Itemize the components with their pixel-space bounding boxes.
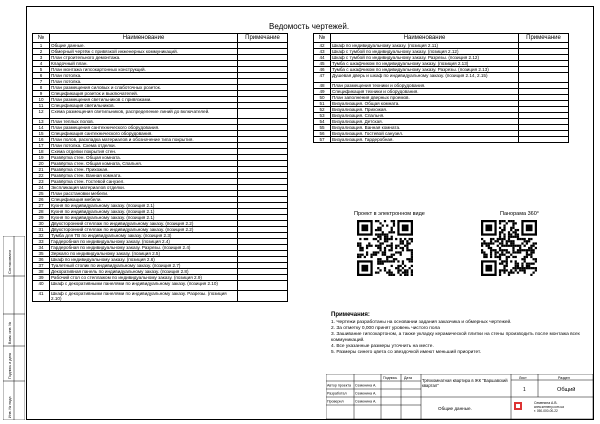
- stamp-sheet-header: Лист: [519, 375, 527, 380]
- row-name: Визуализация. Гостевой санузел.: [331, 131, 519, 137]
- stamp-name-1: Семенина А.: [355, 383, 377, 388]
- row-name: Зеркало по индивидуальному заказу. (позиция 2.5): [50, 251, 238, 257]
- row-number: 28: [33, 209, 50, 215]
- row-name: План строительного демонтажа.: [50, 55, 238, 61]
- row-number: 43: [314, 49, 331, 55]
- col-number: №: [314, 34, 331, 43]
- row-name: Визуализация. Общая комната.: [331, 101, 519, 107]
- row-name: План теплых полов.: [50, 119, 238, 125]
- stamp-role-3: Проверил: [327, 399, 344, 404]
- row-number: 13: [33, 119, 50, 125]
- row-name: Обмерный чертёж с привязкой инженерных коммуникаций.: [50, 49, 238, 55]
- row-number: 47: [314, 73, 331, 83]
- row-number: 52: [314, 107, 331, 113]
- stamp-company: Семенина А.В.: [534, 401, 558, 405]
- col-number: №: [33, 34, 50, 43]
- row-number: 7: [33, 79, 50, 85]
- sheet-title: Ведомость чертежей.: [269, 22, 350, 31]
- strip-inv-replace: Взам. инв. №: [8, 321, 12, 344]
- stamp-sign-header: Подпись: [383, 376, 398, 380]
- row-name: Спецификация розеток и выключателей.: [50, 91, 238, 97]
- row-number: 30: [33, 221, 50, 227]
- note-1: 1. Чертежи разработаны на основании задания заказчика и обмерных чертежей.: [331, 320, 512, 325]
- row-name: Декоративная панель по индивидуальному заказу. (позиция 2.8): [50, 269, 238, 275]
- row-name: Кухня по индивидуальному заказу. (позиция 2.1): [50, 209, 238, 215]
- stamp-section-value: Общий: [557, 387, 576, 393]
- row-number: 55: [314, 125, 331, 131]
- row-number: 46: [314, 67, 331, 73]
- row-name: Шкаф с декоративными панелями по индивидуальному заказу. Разрезы. (позиция 2.10): [50, 291, 238, 302]
- row-name: Общие данные.: [50, 43, 238, 49]
- row-name: План потолка.: [50, 73, 238, 79]
- row-name: Кухня по индивидуальному заказу. (позиция 2.1): [50, 203, 238, 209]
- row-number: 37: [33, 263, 50, 269]
- stamp-section-header: Раздел: [558, 375, 570, 380]
- row-name: План расстановки мебели.: [50, 191, 238, 197]
- qr-code-project[interactable]: [357, 220, 413, 276]
- row-name: Визуализация. Прихожая.: [331, 107, 519, 113]
- row-number: 22: [33, 173, 50, 179]
- row-name: Кладочный план.: [50, 61, 238, 67]
- qr-code-panorama[interactable]: [481, 220, 537, 276]
- stamp-phone: т. 050-000-00-22: [534, 409, 558, 413]
- row-note: [238, 109, 288, 119]
- row-name: Развёртка стен. Ванная комната.: [50, 173, 238, 179]
- left-approval-strip: [3, 236, 25, 420]
- col-name: Наименование: [50, 34, 238, 43]
- stamp-name-2: Семенина А.: [355, 391, 377, 396]
- qr-panorama-label: Панорама 360°: [500, 211, 539, 217]
- row-number: 8: [33, 85, 50, 91]
- row-number: 36: [33, 257, 50, 263]
- row-note: [238, 281, 288, 291]
- row-name: Шкаф по индивидуальному заказу. (позиция 2.11): [331, 43, 519, 49]
- table-row: [33, 109, 288, 119]
- row-number: 18: [33, 149, 50, 155]
- row-number: 50: [314, 95, 331, 101]
- row-number: 40: [33, 281, 50, 291]
- row-name: Визуализация. Спальня.: [331, 113, 519, 119]
- row-number: 5: [33, 67, 50, 73]
- row-number: 17: [33, 143, 50, 149]
- row-number: 24: [33, 185, 50, 191]
- note-3: 3. Зашивание гипсокартоном, а также укладку керамической плитки на стены производить после монтажа всех коммуникаций.: [331, 332, 580, 343]
- drawing-sheet: [26, 6, 594, 420]
- drawings-register-left: [32, 33, 288, 302]
- row-name: Тумба с шкафчиком по индивидуальному заказу. (позиция 2.13): [331, 61, 519, 67]
- row-number: 1: [33, 43, 50, 49]
- row-number: 44: [314, 55, 331, 61]
- row-number: 39: [33, 275, 50, 281]
- row-name: Визуализация. Детская.: [331, 119, 519, 125]
- row-number: 33: [33, 239, 50, 245]
- row-number: 2: [33, 49, 50, 55]
- row-number: 20: [33, 161, 50, 167]
- stamp-site: www.semeny.com.ua: [534, 405, 564, 409]
- row-number: 10: [33, 97, 50, 103]
- row-name: План монтажа гипсокартонных конструкций.: [50, 67, 238, 73]
- row-name: Туалетный столик по индивидуальному заказу. (позиция 2.7): [50, 263, 238, 269]
- row-name: План потолка. Схема отделки.: [50, 143, 238, 149]
- col-note: Примечание: [519, 34, 569, 43]
- col-name: Наименование: [331, 34, 519, 43]
- row-name: План потолка.: [50, 79, 238, 85]
- row-name: Визуализация. Ванная комната.: [331, 125, 519, 131]
- row-number: 27: [33, 203, 50, 209]
- notes-title: Примечания:: [331, 312, 370, 318]
- row-name: Шкаф с тумбой по индивидуальному заказу. (позиция 2.12): [331, 49, 519, 55]
- row-number: 54: [314, 119, 331, 125]
- row-name: План заполнения дверных проемов.: [331, 95, 519, 101]
- row-number: 25: [33, 191, 50, 197]
- row-name: Экспликация материалов отделки.: [50, 185, 238, 191]
- strip-sign-date: Подпись и дата: [8, 353, 12, 379]
- row-number: 48: [314, 83, 331, 89]
- row-number: 57: [314, 137, 331, 143]
- notes-block: [331, 312, 591, 356]
- note-4: 4. Все указанные размеры уточнить на месте.: [331, 344, 434, 349]
- stamp-sheet-name: Общие данные.: [438, 406, 472, 411]
- stamp-role-2: Разработал: [327, 391, 347, 396]
- row-name: Развёртка стен. Гостевой санузел.: [50, 179, 238, 185]
- row-number: 35: [33, 251, 50, 257]
- row-name: Двухсторонний стеллаж по индивидуальному заказу. (позиция 2.2): [50, 227, 238, 233]
- drawings-register-right: [313, 33, 569, 143]
- stamp-project-name: Трёхкомнатная квартира в ЖК "Варшавский квартал": [422, 378, 508, 388]
- row-number: 6: [33, 73, 50, 79]
- row-name: Спецификация сантехнического оборудования.: [50, 131, 238, 137]
- row-name: Спецификация техники и оборудования.: [331, 89, 519, 95]
- row-name: Душевая дверь и шкаф по индивидуальному заказу. (позиция 2.14, 2.15): [331, 73, 519, 83]
- row-number: 51: [314, 101, 331, 107]
- row-number: 45: [314, 61, 331, 67]
- row-name: Схема отделки покрытия стен.: [50, 149, 238, 155]
- row-name: Спецификация светильников.: [50, 103, 238, 109]
- qr-project-label: Проект в электронном виде: [354, 211, 425, 217]
- row-number: 53: [314, 113, 331, 119]
- row-number: 21: [33, 167, 50, 173]
- row-number: 41: [33, 291, 50, 302]
- row-name: Гардеробная по индивидуальному заказу. (позиция 2.4): [50, 239, 238, 245]
- row-number: 56: [314, 131, 331, 137]
- row-name: Шкаф с тумбой по индивидуальному заказу. Разрезы. (позиция 2.12): [331, 55, 519, 61]
- stamp-date-header: Дата: [404, 376, 412, 380]
- row-name: Развёртка стен. Прихожая.: [50, 167, 238, 173]
- row-note: [519, 137, 569, 143]
- row-number: 42: [314, 43, 331, 49]
- row-name: План полов, раскладка материалов и обозначение типа покрытия.: [50, 137, 238, 143]
- row-name: Гардеробная по индивидуальному заказу. Разрезы. (позиция 2.4): [50, 245, 238, 251]
- table-row: [314, 73, 569, 83]
- table-row: [33, 291, 288, 302]
- row-name: План размещения сантехнического оборудования.: [50, 125, 238, 131]
- row-number: 11: [33, 103, 50, 109]
- row-name: Тумба для ТВ по индивидуальному заказу. (позиция 2.3): [50, 233, 238, 239]
- row-name: Двухсторонний стеллаж по индивидуальному заказу. (позиция 2.2): [50, 221, 238, 227]
- row-name: Схема размещения светильников, распределение линий до включателей.: [50, 109, 238, 119]
- row-number: 38: [33, 269, 50, 275]
- row-name: Рабочий стол со стеллажом по индивидуальному заказу. (позиция 2.9): [50, 275, 238, 281]
- row-name: Визуализация. Гардеробная.: [331, 137, 519, 143]
- row-note: [238, 291, 288, 302]
- row-name: План размещения силовых и слаботочных розеток.: [50, 85, 238, 91]
- row-number: 34: [33, 245, 50, 251]
- row-number: 4: [33, 61, 50, 67]
- row-number: 9: [33, 91, 50, 97]
- row-number: 14: [33, 125, 50, 131]
- row-name: Шкаф по индивидуальному заказу. (позиция 2.6): [50, 257, 238, 263]
- title-block: [326, 374, 593, 419]
- row-note: [519, 73, 569, 83]
- col-note: Примечание: [238, 34, 288, 43]
- row-number: 12: [33, 109, 50, 119]
- row-name: План размещения техники и оборудования.: [331, 83, 519, 89]
- stamp-role-1: Автор проекта: [327, 383, 351, 388]
- strip-inv-original: Инв. № подл.: [8, 395, 12, 418]
- stamp-name-3: Семенина А.: [355, 399, 377, 404]
- row-name: Развёртка стен. Общая комната.: [50, 155, 238, 161]
- row-number: 29: [33, 215, 50, 221]
- row-name: Спецификация мебели.: [50, 197, 238, 203]
- note-5: 5. Размеры синего цвета со звездочкой имеют меньший приоритет.: [331, 350, 481, 355]
- row-name: Шкаф с декоративными панелями по индивидуальному заказу. (позиция 2.10): [50, 281, 238, 291]
- stamp-sheet-number: 1: [523, 387, 526, 393]
- row-number: 31: [33, 227, 50, 233]
- row-number: 32: [33, 233, 50, 239]
- table-row: [33, 281, 288, 291]
- row-name: Развёртка стен. Общая комната, Спальня.: [50, 161, 238, 167]
- row-name: Кухня по индивидуальному заказу. (позиция 2.1): [50, 215, 238, 221]
- row-number: 26: [33, 197, 50, 203]
- strip-agreed: Согласовано: [7, 249, 12, 274]
- row-number: 16: [33, 137, 50, 143]
- row-number: 3: [33, 55, 50, 61]
- row-number: 19: [33, 155, 50, 161]
- row-number: 15: [33, 131, 50, 137]
- row-number: 23: [33, 179, 50, 185]
- row-name: Тумба с шкафчиком по индивидуальному заказу. Разрезы. (позиция 2.13): [331, 67, 519, 73]
- table-row: [314, 137, 569, 143]
- row-number: 49: [314, 89, 331, 95]
- company-logo-icon: [514, 402, 522, 410]
- row-name: План размещения светильников с привязками.: [50, 97, 238, 103]
- note-2: 2. За отметку 0,000 принят уровень чистого пола: [331, 326, 440, 331]
